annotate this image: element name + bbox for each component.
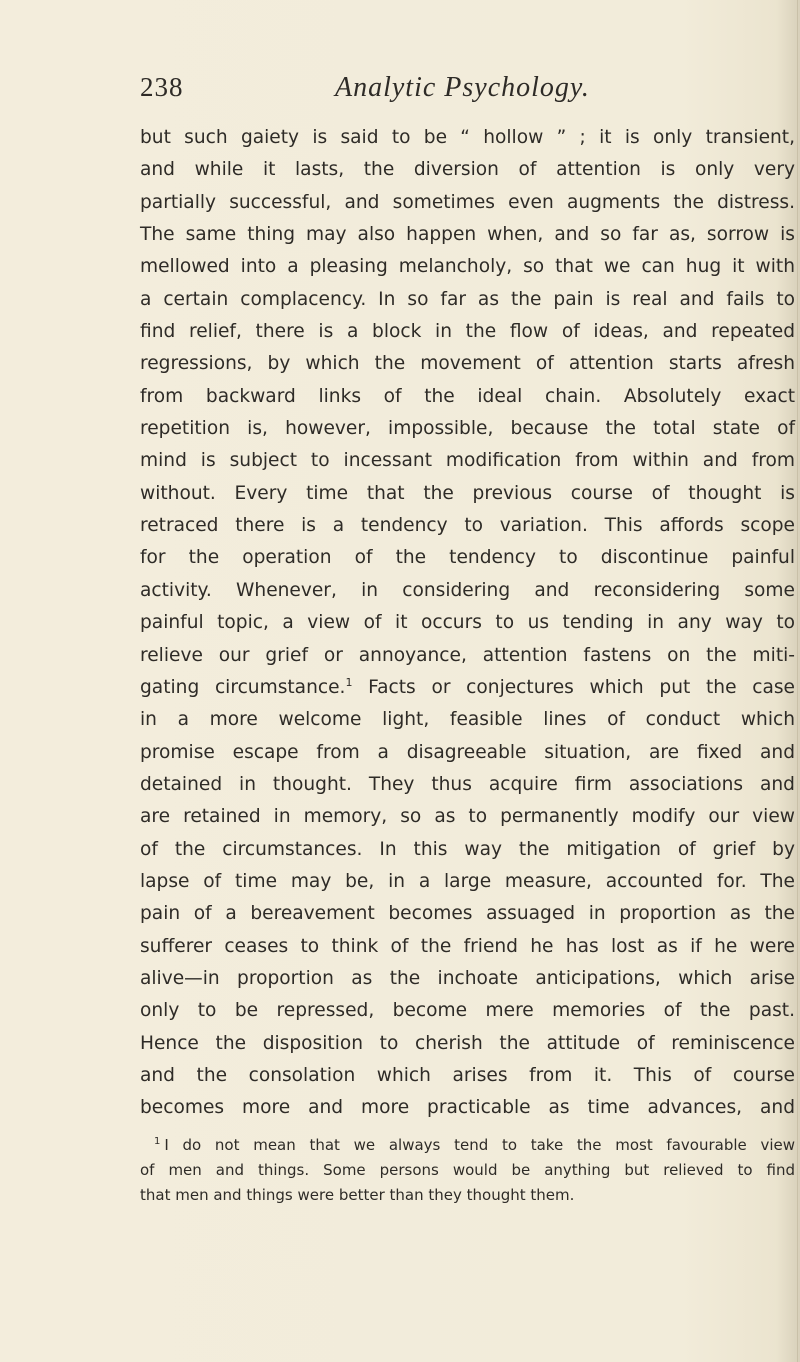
text-line: becomes more and more practicable as time advances, and [140, 1097, 795, 1119]
footnote-mark: 1 [154, 1136, 161, 1147]
text-line: from backward links of the ideal chain. Absolutely exact [140, 385, 795, 407]
text-line: mellowed into a pleasing melancholy, so that we can hug it with [140, 256, 795, 278]
text-line: without. Every time that the previous course of thought is [140, 482, 795, 504]
text-line: painful topic, a view of it occurs to us tending in any way to [140, 612, 795, 634]
text-line: a certain complacency. In so far as the pain is real and fails to [140, 288, 795, 310]
text-segment: gating circumstance. [140, 676, 346, 698]
footnote [140, 1133, 795, 1208]
text-line: retraced there is a tendency to variation. This affords scope [140, 515, 795, 537]
text-line: regressions, by which the movement of attention starts afresh [140, 353, 795, 375]
footnote-text: I do not mean that we always tend to take the most favourable view [164, 1136, 795, 1154]
footnote-line: of men and things. Some persons would be anything but relieved to find [140, 1161, 795, 1179]
text-line: activity. Whenever, in considering and reconsidering some [140, 579, 795, 601]
footnote-reference: 1 [345, 675, 353, 689]
text-line: pain of a bereavement becomes assuaged in proportion as the [140, 903, 795, 925]
text-line: mind is subject to incessant modification from within and from [140, 450, 795, 472]
footnote-line [140, 1133, 795, 1158]
text-line: detained in thought. They thus acquire firm associations and [140, 773, 795, 795]
footnote-line: that men and things were better than they thought them. [140, 1186, 575, 1204]
text-line: partially successful, and sometimes even augments the distress. [140, 191, 795, 213]
running-head: Analytic Psychology. [335, 72, 590, 103]
text-line: sufferer ceases to think of the friend he has lost as if he were [140, 935, 795, 957]
text-line: and while it lasts, the diversion of attention is only very [140, 159, 795, 181]
text-segment: Facts or conjectures which put the case [368, 676, 795, 698]
text-line: and the consolation which arises from it. This of course [140, 1064, 795, 1086]
page-header [140, 72, 660, 112]
text-line: of the circumstances. In this way the mitigation of grief by [140, 838, 795, 860]
page-edge [797, 0, 798, 1362]
text-line: lapse of time may be, in a large measure, accounted for. The [140, 870, 795, 892]
text-line: are retained in memory, so as to permanently modify our view [140, 806, 795, 828]
text-line: but such gaiety is said to be “ hollow ” ; it is only transient, [140, 127, 795, 148]
text-line: repetition is, however, impossible, because the total state of [140, 418, 795, 440]
text-line: The same thing may also happen when, and so far as, sorrow is [140, 224, 795, 246]
text-line: for the operation of the tendency to discontinue painful [140, 547, 795, 569]
text-line: Hence the disposition to cherish the attitude of reminiscence [140, 1032, 795, 1054]
text-line: relieve our grief or annoyance, attention fastens on the miti- [140, 644, 795, 666]
text-line: alive—in proportion as the inchoate anticipations, which arise [140, 967, 795, 989]
text-line: only to be repressed, become mere memories of the past. [140, 1000, 795, 1022]
text-line: find relief, there is a block in the flow of ideas, and repeated [140, 321, 795, 343]
text-line: promise escape from a disagreeable situation, are fixed and [140, 741, 795, 763]
page-number: 238 [140, 72, 184, 102]
body-text [140, 122, 795, 1125]
text-line: in a more welcome light, feasible lines of conduct which [140, 709, 795, 731]
text-line-with-footnote-ref [140, 672, 795, 704]
